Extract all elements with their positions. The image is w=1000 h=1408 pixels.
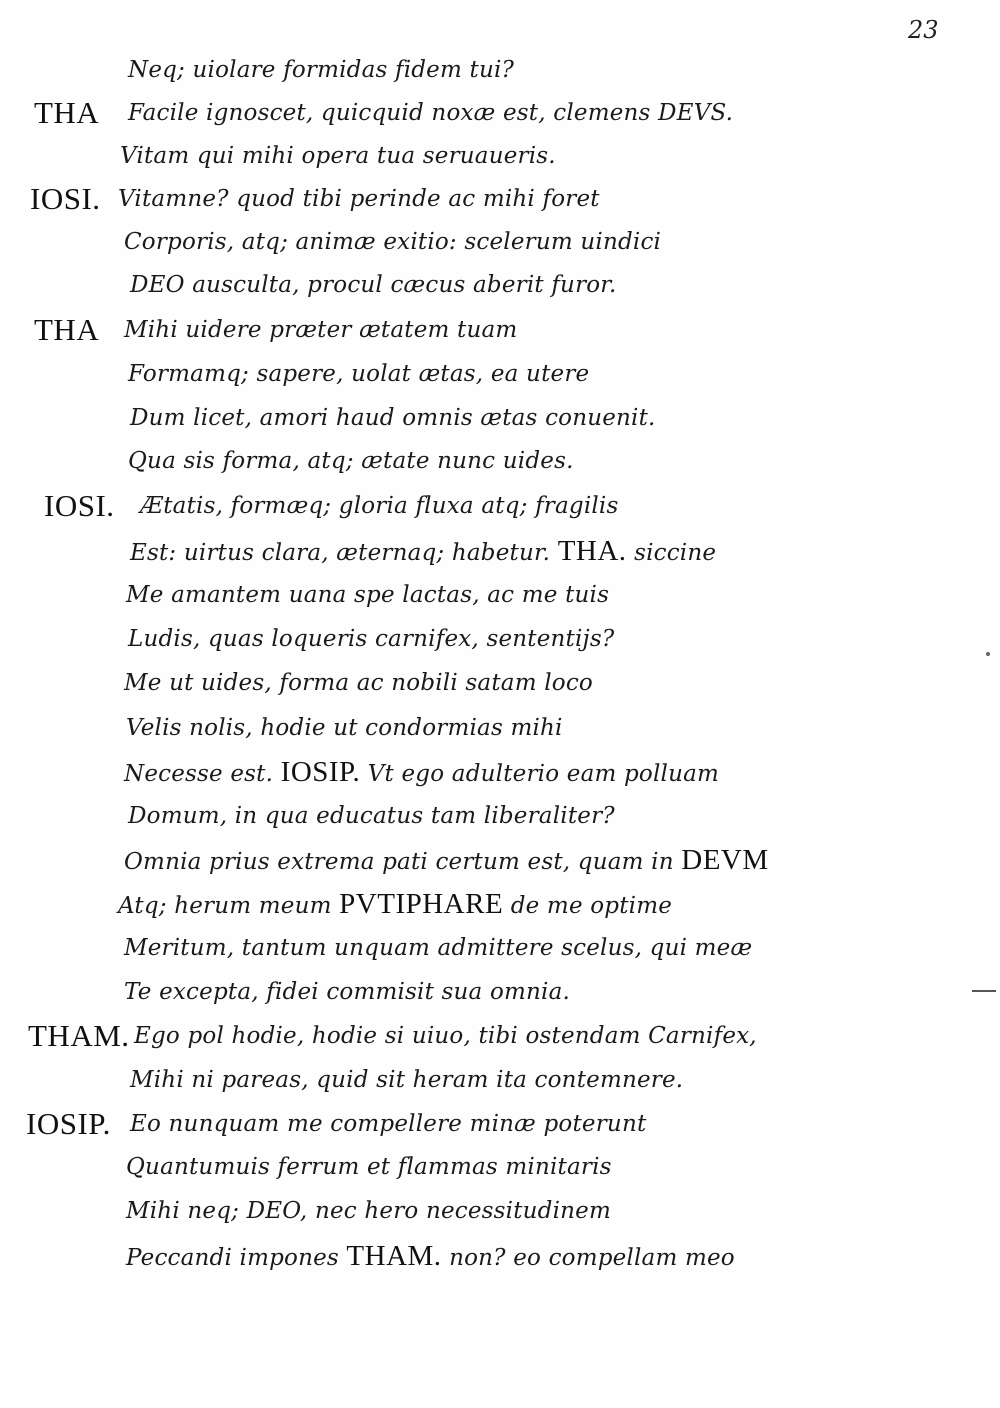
inline-speaker-name: PVTIPHARE [339,888,504,920]
verse-text [130,265,617,305]
verse-text-segment: Omnia prius extrema pati certum est, quam in [124,849,674,875]
verse-text-segment: Ego pol hodie, hodie si uiuo, tibi ostendam Carnifex, [134,1023,757,1049]
verse-line [0,619,1000,659]
verse-line [0,1147,1000,1187]
verse-line [0,398,1000,438]
verse-text [118,179,600,219]
verse-text [126,1191,611,1231]
verse-text [124,972,570,1012]
verse-text-segment: Est: uirtus clara, æternaq; habetur. [130,540,551,566]
verse-line [0,136,1000,176]
page-number: 23 [908,16,939,44]
verse-text [118,884,672,926]
verse-text [124,222,661,262]
verse-text-segment: Domum, in qua educatus tam liberaliter? [128,803,615,829]
verse-text-segment: Te excepta, fidei commisit sua omnia. [124,979,571,1005]
inline-speaker-name: IOSIP. [280,756,361,788]
verse-text-continuation: non? eo compellam meo [449,1245,735,1271]
verse-line [0,575,1000,615]
verse-text [124,752,719,794]
verse-text-segment: Ætatis, formæq; gloria fluxa atq; fragilis [140,493,619,519]
verse-text [126,1147,612,1187]
verse-text [130,1060,683,1100]
verse-line [0,1060,1000,1100]
verse-text [134,1016,757,1056]
verse-text-continuation: de me optime [510,893,673,919]
verse-line [0,265,1000,305]
verse-line [0,928,1000,968]
verse-text-segment: Vitam qui mihi opera tua seruaueris. [120,143,556,169]
verse-text-segment: Mihi uidere præter ætatem tuam [124,317,518,343]
verse-line [0,796,1000,836]
verse-line [0,663,1000,703]
verse-text [130,531,716,573]
verse-line [0,93,1000,133]
speaker-name: IOSIP. [26,1106,111,1141]
verse-line [0,1104,1000,1144]
verse-text-segment: Neq; uiolare formidas fidem tui? [128,57,515,83]
verse-text [128,441,574,481]
verse-text [128,50,514,90]
verse-line [0,179,1000,219]
speaker-name: THAM. [28,1018,130,1053]
verse-text-segment: Dum licet, amori haud omnis ætas conuenit. [130,405,656,431]
speaker-name: THA [34,312,100,347]
verse-text-continuation: Vt ego adulterio eam polluam [367,761,720,787]
verse-text [128,93,733,133]
verse-line [0,1191,1000,1231]
verse-line [0,50,1000,90]
verse-text [126,708,563,748]
verse-text-segment: Atq; herum meum [118,893,332,919]
verse-text-segment: Mihi ni pareas, quid sit heram ita contemnere. [130,1067,684,1093]
verse-text-segment: Velis nolis, hodie ut condormias mihi [126,715,563,741]
verse-text-segment: Facile ignoscet, quicquid noxæ est, clemens DEVS. [128,100,734,126]
verse-text-continuation: siccine [634,540,717,566]
verse-text [124,663,593,703]
verse-text-segment: Qua sis forma, atq; ætate nunc uides. [128,448,574,474]
verse-text [128,354,589,394]
inline-speaker-name: DEVM [681,844,769,876]
verse-text-segment: Mihi neq; DEO, nec hero necessitudinem [126,1198,611,1224]
verse-line [0,222,1000,262]
verse-line [0,1236,1000,1276]
verse-text-segment: DEO ausculta, procul cæcus aberit furor. [130,272,617,298]
verse-line [0,1016,1000,1056]
inline-speaker-name: THA. [557,535,627,567]
verse-line [0,354,1000,394]
verse-text [130,1104,646,1144]
verse-text-segment: Me amantem uana spe lactas, ac me tuis [126,582,610,608]
verse-text-segment: Vitamne? quod tibi perinde ac mihi foret [118,186,600,212]
verse-text [126,575,609,615]
verse-text [124,310,517,350]
verse-text [128,796,615,836]
verse-text-segment: Quantumuis ferrum et flammas minitaris [126,1154,612,1180]
inline-speaker-name: THAM. [346,1240,442,1272]
verse-text [128,619,614,659]
verse-line [0,752,1000,792]
speaker-name: IOSI. [30,181,101,216]
verse-line [0,972,1000,1012]
verse-text-segment: Meritum, tantum unquam admittere scelus, qui meæ [124,935,753,961]
verse-text [120,136,556,176]
verse-line [0,486,1000,526]
verse-text [130,398,656,438]
verse-line [0,708,1000,748]
verse-text-segment: Eo nunquam me compellere minæ poterunt [130,1111,647,1137]
verse-line [0,840,1000,880]
verse-line [0,441,1000,481]
verse-text [124,928,752,968]
verse-text-segment: Corporis, atq; animæ exitio: scelerum uindici [124,229,662,255]
speaker-name: THA [34,95,100,130]
verse-line [0,310,1000,350]
verse-text-segment: Peccandi impones [126,1245,339,1271]
verse-text-segment: Necesse est. [124,761,274,787]
verse-text [124,840,769,882]
verse-text-segment: Formamq; sapere, uolat ætas, ea utere [128,361,590,387]
verse-text-segment: Ludis, quas loqueris carnifex, sententijs? [128,626,615,652]
verse-line [0,531,1000,571]
verse-text [126,1236,735,1278]
verse-text [140,486,619,526]
verse-text-segment: Me ut uides, forma ac nobili satam loco [124,670,593,696]
verse-line [0,884,1000,924]
speaker-name: IOSI. [44,488,115,523]
